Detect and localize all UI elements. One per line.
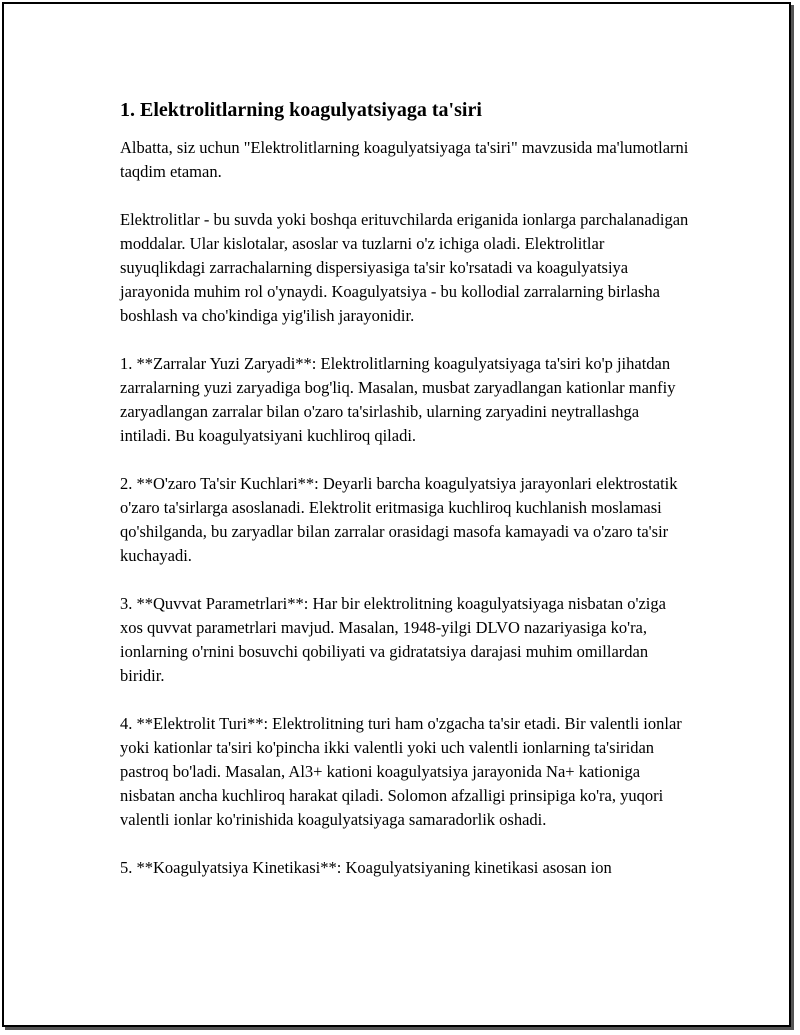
point-power-parameters-paragraph: 3. **Quvvat Parametrlari**: Har bir elektrolitning koagulyatsiyaga nisbatan o'ziga xos quvvat parametrlari mavjud. Masalan, 1948-yilgi DLVO nazariyasiga ko'ra, ionlarning o'rnini bosuvchi qobiliyati va gidratatsiya darajasi muhim omillardan biridir. xyxy=(120,594,666,685)
intro-paragraph: Albatta, siz uchun "Elektrolitlarning koagulyatsiyaga ta'siri" mavzusida ma'lumotlarni taqdim etaman. xyxy=(120,138,689,181)
point-interaction-forces-paragraph: 2. **O'zaro Ta'sir Kuchlari**: Deyarli barcha koagulyatsiya jarayonlari elektrostatik o'zaro ta'sirlarga asoslanadi. Elektrolit eritmasiga kuchliroq kuchlanish moslamasi qo'shilganda, bu zaryadlar bilan zarralar orasidagi masofa kamayadi va o'zaro ta'sir kuchayadi. xyxy=(120,474,678,565)
definition-paragraph: Elektrolitlar - bu suvda yoki boshqa erituvchilarda eriganida ionlarga parchalanadigan moddalar. Ular kislotalar, asoslar va tuzlarni o'z ichiga oladi. Elektrolitlar suyuqlikdagi zarrachalarning dispersiyasiga ta'sir ko'rsatadi va koagulyatsiya jarayonida muhim rol o'ynaydi. Koagulyatsiya - bu kollodial zarralarning birlasha boshlash va cho'kindiga yig'ilish jarayonidir. xyxy=(120,210,689,325)
document-content xyxy=(120,96,690,904)
point-electrolyte-type-paragraph: 4. **Elektrolit Turi**: Elektrolitning turi ham o'zgacha ta'sir etadi. Bir valentli ionlar yoki kationlar ta'siri ko'pincha ikki valentli yoki uch valentli ionlarning ta'siridan pastroq bo'ladi. Masalan, Al3+ kationi koagulyatsiya jarayonida Na+ kationiga nisbatan ancha kuchliroq harakat qiladi. Solomon afzalligi prinsipiga ko'ra, yuqori valentli ionlar ko'rinishida koagulyatsiyaga samaradorlik oshadi. xyxy=(120,714,682,829)
point-surface-charge-paragraph: 1. **Zarralar Yuzi Zaryadi**: Elektrolitlarning koagulyatsiyaga ta'siri ko'p jihatdan zarralarning yuzi zaryadiga bog'liq. Masalan, musbat zaryadlangan kationlar manfiy zaryadlangan zarralar bilan o'zaro ta'sirlashib, ularning zaryadini neytrallashga intiladi. Bu koagulyatsiyani kuchliroq qiladi. xyxy=(120,354,676,445)
document-page xyxy=(2,2,791,1027)
document-title: 1. Elektrolitlarning koagulyatsiyaga ta'siri xyxy=(120,99,482,121)
point-kinetics-paragraph: 5. **Koagulyatsiya Kinetikasi**: Koagulyatsiyaning kinetikasi asosan ion xyxy=(120,858,612,877)
